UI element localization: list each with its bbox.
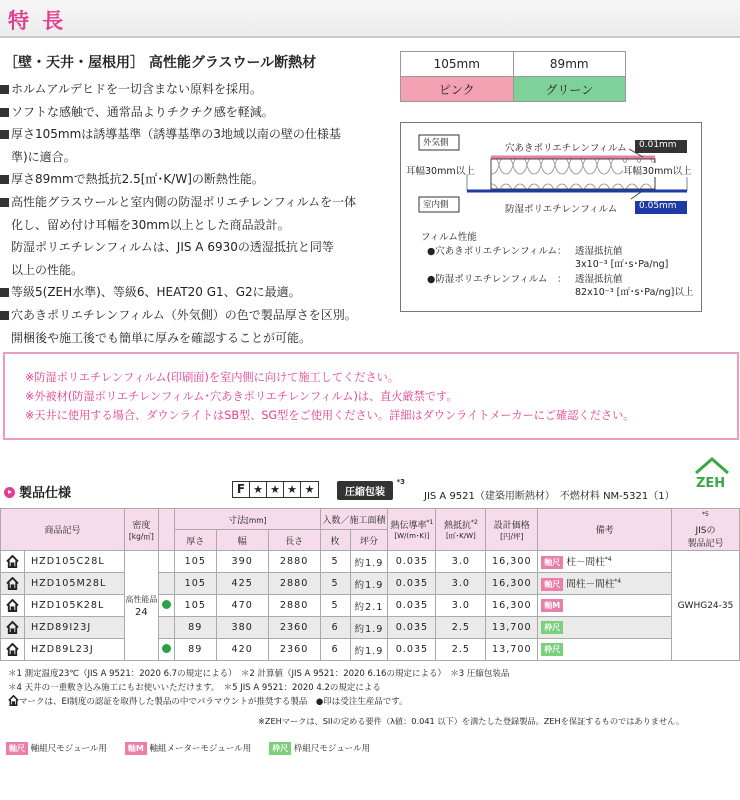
col-size: 寸法[mm]: [174, 509, 320, 530]
length-cell: 2360: [268, 639, 320, 661]
conductivity-cell: 0.035: [388, 551, 436, 573]
remarks-cell: [538, 595, 672, 617]
remarks-cell: 軸尺 間柱－間柱$^{*4}$: [538, 573, 672, 595]
perf2-value: 82x10⁻³ [㎡･s･Pa/ng]以上: [575, 287, 694, 298]
feature-line: ホルムアルデヒドを一切含まない原料を採用。: [0, 78, 380, 101]
feature-line: 以上の性能。: [11, 262, 84, 277]
col-length: 長さ: [268, 530, 320, 551]
thickness-cell: 105: [174, 595, 216, 617]
product-code: HZD89I23J: [24, 617, 124, 639]
tsubo-cell: 約1.9: [350, 573, 388, 595]
table-row: [1, 573, 740, 595]
feature-line: 穴あきポリエチレンフィルム（外気側）の色で製品厚さを区別。: [0, 304, 380, 327]
feature-list: [0, 78, 380, 349]
feature-line: 開梱後や施工後でも簡単に厚みを確認することが可能。: [11, 330, 312, 345]
caution-3: ※天井に使用する場合、ダウンライトはSB型、SG型をご使用ください。詳細はダウンライトメーカーにご確認ください。: [25, 409, 635, 422]
made-to-order-icon: [162, 644, 171, 653]
module-tag: 枠尺: [541, 621, 563, 634]
ei-house-icon: [1, 617, 25, 639]
spec-table: [0, 508, 740, 661]
col-conductivity: 熱伝導率$^{*1}$ [W/(m･K)]: [388, 509, 436, 551]
resistance-cell: 2.5: [436, 617, 486, 639]
perf1-name: ●穴あきポリエチレンフィルム：: [427, 246, 567, 257]
product-code: HZD105K28L: [24, 595, 124, 617]
footnote-1: ＊1 測定温度23℃（JIS A 9521：2020 6.7の規定による） ＊2 計算値（JIS A 9521：2020 6.16の規定による） ＊3 圧縮包装品: [8, 669, 510, 679]
color-green: グリーン: [513, 77, 625, 102]
ear-width-left: 耳幅30mm以上: [406, 166, 475, 177]
feature-line: 防湿ポリエチレンフィルムは、JIS A 6930の透湿抵抗と同等: [11, 240, 334, 255]
ei-house-icon: [8, 695, 19, 706]
film-performance-title: フィルム性能: [421, 232, 477, 243]
ei-house-icon: [1, 551, 25, 573]
perf1-label: 透湿抵抗値: [575, 246, 623, 257]
zeh-logo-text: ZEH: [696, 476, 726, 491]
length-cell: 2880: [268, 595, 320, 617]
width-cell: 420: [216, 639, 268, 661]
table-row: [1, 639, 740, 661]
inside-label: 室内側: [423, 200, 449, 210]
col-jis: $^{*5}$ JISの 製品記号: [671, 509, 739, 551]
outside-label: 外気側: [423, 138, 449, 148]
page-title: 特 長: [8, 9, 67, 33]
resistance-cell: 3.0: [436, 551, 486, 573]
resistance-cell: 3.0: [436, 573, 486, 595]
eco-mark: [158, 617, 174, 639]
eco-mark: [158, 551, 174, 573]
perf2-label: 透湿抵抗値: [575, 274, 623, 285]
col-width: 幅: [216, 530, 268, 551]
product-code: HZD89L23J: [24, 639, 124, 661]
legend-item: 軸M 軸組メーターモジュール用: [125, 742, 251, 755]
star-icon: ★: [304, 483, 315, 496]
table-row: [1, 617, 740, 639]
eco-mark: [158, 639, 174, 661]
feature-line: ソフトな感触で、通常品よりチクチク感を軽減。: [0, 101, 380, 124]
price-cell: 16,300: [486, 595, 538, 617]
width-cell: 390: [216, 551, 268, 573]
caution-2: ※外被材(防湿ポリエチレンフィルム･穴あきポリエチレンフィルム)は、直火厳禁です。: [25, 390, 458, 403]
feature-line: 準)に適合。: [11, 149, 76, 164]
play-bullet-icon: [4, 487, 15, 498]
feature-line: 厚さ89mmで熱抵抗2.5[㎡･K/W]の断熱性能。: [0, 168, 380, 191]
width-cell: 425: [216, 573, 268, 595]
thickness-cell: 105: [174, 551, 216, 573]
col-remarks: 備考: [538, 509, 672, 551]
col-price: 設計価格 [円/坪]: [486, 509, 538, 551]
formaldehyde-rating: [232, 481, 319, 498]
header-bar: [0, 0, 740, 38]
sheets-cell: 6: [320, 617, 350, 639]
col-count: 入数／施工面積: [320, 509, 388, 530]
caution-box: [3, 352, 739, 440]
conductivity-cell: 0.035: [388, 595, 436, 617]
feature-line: 厚さ105mmは誘導基準（誘導基準の3地域以南の壁の仕様基: [0, 123, 380, 146]
footnote-3: マークは、EI制度の認証を取得した製品の中でパラマウントが推奨する製品 ●印は受注生産品です。: [8, 695, 509, 710]
moisture-film-label: 防湿ポリエチレンフィルム: [505, 204, 618, 215]
feature-line: 等級5(ZEH水準)、等級6、HEAT20 G1、G2に最適。: [0, 281, 380, 304]
feature-line: 化し、留め付け耳幅を30mm以上とした商品設計。: [11, 217, 290, 232]
footnotes: [8, 668, 509, 710]
subtitle: ［壁・天井・屋根用］ 高性能グラスウール断熱材: [4, 55, 317, 71]
spec-heading: [4, 482, 71, 501]
product-code: HZD105C28L: [24, 551, 124, 573]
module-tag: 軸尺: [541, 556, 563, 569]
caution-1: ※防湿ポリエチレンフィルム(印刷面)を室内側に向けて施工してください。: [25, 371, 400, 384]
density-cell: 高性能品 24: [124, 551, 158, 661]
spec-title: 製品仕様: [19, 486, 72, 501]
length-cell: 2880: [268, 551, 320, 573]
length-cell: 2360: [268, 617, 320, 639]
price-cell: 16,300: [486, 573, 538, 595]
module-tag: 軸尺: [541, 578, 563, 591]
compressed-badge: [337, 478, 405, 500]
price-cell: 16,300: [486, 551, 538, 573]
perforated-film-label: 穴あきポリエチレンフィルム: [505, 143, 627, 154]
sheets-cell: 5: [320, 595, 350, 617]
ear-width-right: 耳幅30mm以上: [623, 163, 692, 177]
tsubo-cell: 約1.9: [350, 551, 388, 573]
col-sheets: 枚: [320, 530, 350, 551]
moisture-thickness: 0.05mm: [639, 201, 677, 211]
perf2-name: ●防湿ポリエチレンフィルム ：: [427, 274, 567, 285]
ei-house-icon: [1, 595, 25, 617]
sheets-cell: 5: [320, 573, 350, 595]
eco-mark: [158, 573, 174, 595]
star-icon: ★: [250, 482, 267, 497]
width-cell: 470: [216, 595, 268, 617]
rating-f: F: [233, 482, 250, 497]
jis-code-cell: GWHG24-35: [671, 551, 739, 661]
col-density: 密度 [kg/㎥]: [124, 509, 158, 551]
tsubo-cell: 約1.9: [350, 617, 388, 639]
sheets-cell: 5: [320, 551, 350, 573]
compressed-label: 圧縮包装: [345, 487, 385, 498]
color-pink: ピンク: [401, 77, 514, 102]
legend-item: 枠尺 枠組尺モジュール用: [269, 742, 370, 755]
product-code: HZD105M28L: [24, 573, 124, 595]
remarks-cell: [538, 617, 672, 639]
conductivity-cell: 0.035: [388, 573, 436, 595]
col-resistance: 熱抵抗$^{*2}$ [㎡･K/W]: [436, 509, 486, 551]
col-tsubo: 坪分: [350, 530, 388, 551]
tsubo-cell: 約2.1: [350, 595, 388, 617]
col-code: 商品記号: [1, 509, 125, 551]
legend-item: 軸尺 軸組尺モジュール用: [6, 742, 107, 755]
col-eco: [158, 509, 174, 551]
module-tag: 枠尺: [541, 643, 563, 656]
length-cell: 2880: [268, 573, 320, 595]
resistance-cell: 3.0: [436, 595, 486, 617]
remarks-cell: [538, 639, 672, 661]
sheets-cell: 6: [320, 639, 350, 661]
module-legend: [6, 742, 370, 755]
zeh-note: ※ZEHマークは、SIIの定める要件（λ値：0.041 以下）を満たした登録製品。ZEHを保証するものではありません。: [258, 716, 685, 726]
made-to-order-icon: [162, 600, 171, 609]
remarks-cell: 軸尺 柱－間柱$^{*4}$: [538, 551, 672, 573]
module-tag: 軸M: [541, 599, 563, 612]
ei-house-icon: [1, 573, 25, 595]
col-thk: 厚さ: [174, 530, 216, 551]
conductivity-cell: 0.035: [388, 639, 436, 661]
thickness-cell: 89: [174, 617, 216, 639]
feature-line: 高性能グラスウールと室内側の防湿ポリエチレンフィルムを一体: [0, 191, 380, 214]
cross-section-diagram: [400, 122, 702, 312]
star-icon: ★: [284, 482, 301, 497]
perf1-value: 3x10⁻³ [㎡･s･Pa/ng]: [575, 259, 669, 270]
jis-standard-text: JIS A 9521（建築用断熱材） 不燃材料 NM-5321（1）: [424, 491, 675, 502]
ei-house-icon: [1, 639, 25, 661]
price-cell: 13,700: [486, 639, 538, 661]
thickness-color-table: [400, 51, 626, 102]
resistance-cell: 2.5: [436, 639, 486, 661]
conductivity-cell: 0.035: [388, 617, 436, 639]
tsubo-cell: 約1.9: [350, 639, 388, 661]
thickness-cell: 105: [174, 573, 216, 595]
thickness-89: 89mm: [513, 52, 625, 77]
thickness-cell: 89: [174, 639, 216, 661]
table-row: [1, 551, 740, 573]
table-row: [1, 595, 740, 617]
star-icon: ★: [267, 482, 284, 497]
eco-mark: [158, 595, 174, 617]
footnote-2: ＊4 天井の一重敷き込み施工にもお使いいただけます。 ＊5 JIS A 9521：2020 4.2の規定による: [8, 682, 381, 693]
price-cell: 13,700: [486, 617, 538, 639]
thickness-105: 105mm: [401, 52, 514, 77]
perforated-thickness: 0.01mm: [639, 140, 677, 150]
compressed-sup: *3: [396, 478, 405, 486]
width-cell: 380: [216, 617, 268, 639]
